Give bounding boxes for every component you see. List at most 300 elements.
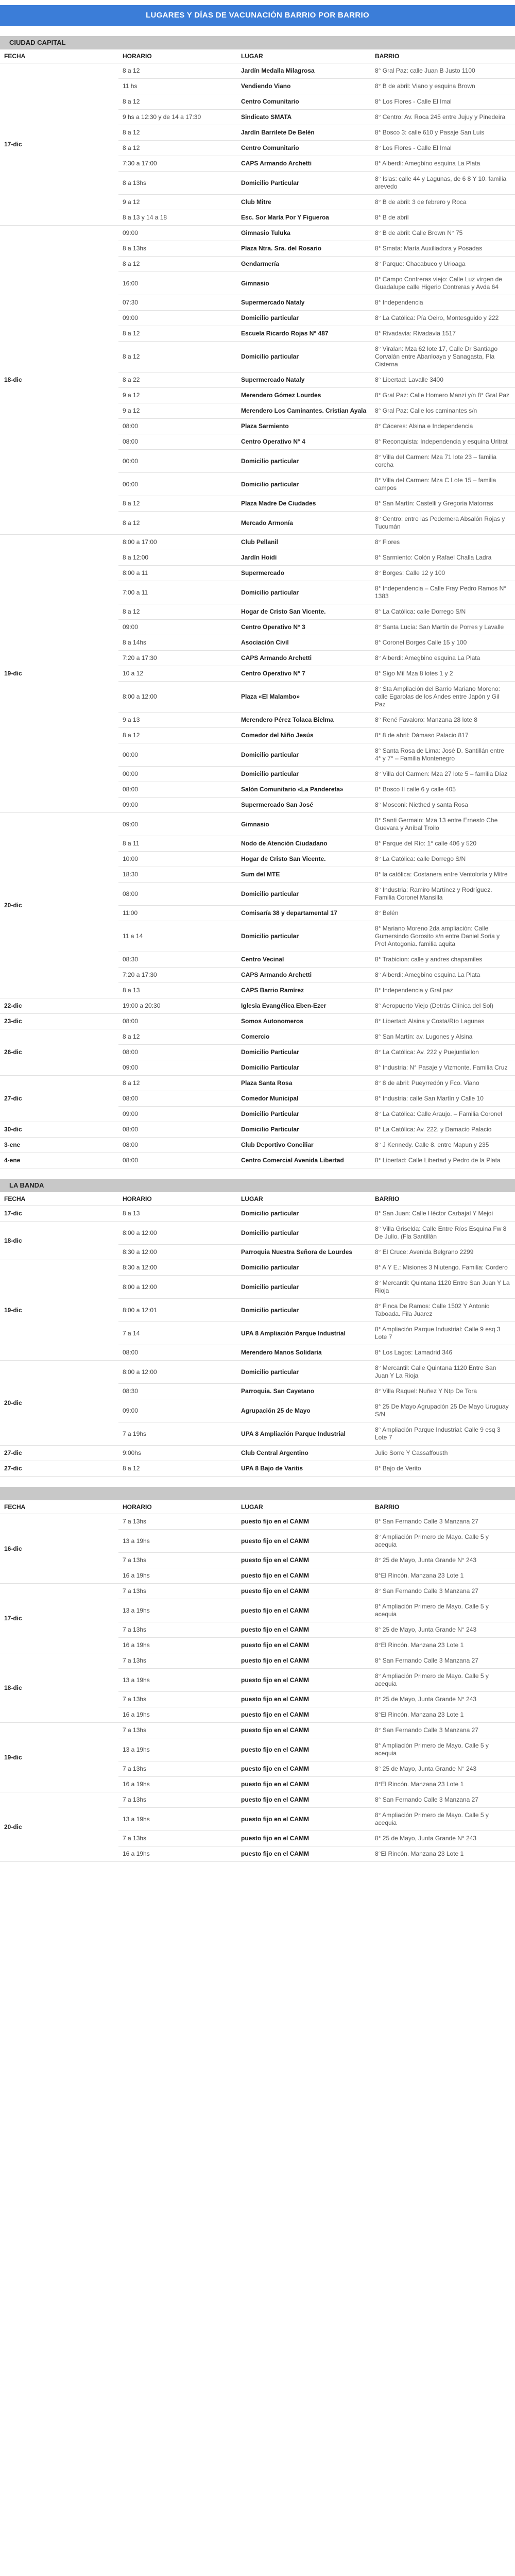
venue-name: Merendero Gómez Lourdes <box>237 388 371 403</box>
neighborhood-address: 8° René Favaloro: Manzana 28 lote 8 <box>371 713 515 728</box>
venue-name: Domicilio particular <box>237 473 371 496</box>
schedule-time: 8 a 12 <box>118 1461 237 1477</box>
venue-name: Plaza Madre De Ciudades <box>237 496 371 512</box>
schedule-time: 16 a 19hs <box>118 1777 237 1792</box>
neighborhood-address: 8° Parque: Chacabuco y Urioaga <box>371 257 515 272</box>
venue-name: Hogar de Cristo San Vicente. <box>237 852 371 867</box>
neighborhood-address: 8° Bosco 3: calle 610 y Pasaje San Luis <box>371 125 515 141</box>
venue-name: puesto fijo en el CAMM <box>237 1792 371 1808</box>
neighborhood-address: 8° Santi Germain: Mza 13 entre Ernesto Che Guevara y Aníbal Troilo <box>371 813 515 836</box>
neighborhood-address: 8° Sigo Mil Mza 8 lotes 1 y 2 <box>371 666 515 682</box>
venue-name: Domicilio particular <box>237 1206 371 1222</box>
schedule-time: 08:30 <box>118 1384 237 1399</box>
venue-name: Domicilio particular <box>237 1222 371 1245</box>
venue-name: Domicilio Particular <box>237 1045 371 1060</box>
neighborhood-address: 8° La Católica: Calle Araujo. – Familia Coronel <box>371 1107 515 1122</box>
venue-name: Club Central Argentino <box>237 1446 371 1461</box>
schedule-time: 10:00 <box>118 852 237 867</box>
neighborhood-address: 8° Los Lagos: Lamadrid 346 <box>371 1345 515 1361</box>
table-header-row <box>0 1192 515 1206</box>
venue-name: Merendero Los Caminantes. Cristian Ayala <box>237 403 371 419</box>
neighborhood-address: 8° 25 de Mayo, Junta Grande N° 243 <box>371 1622 515 1638</box>
venue-name: Nodo de Atención Ciudadano <box>237 836 371 852</box>
venue-name: CAPS Armando Archetti <box>237 156 371 172</box>
neighborhood-address: 8° Industria: Ramiro Martínez y Rodríguez. Familia Coronel Mansilla <box>371 883 515 906</box>
schedule-time: 08:00 <box>118 1122 237 1138</box>
table-header-row <box>0 49 515 63</box>
table-row <box>0 1584 515 1599</box>
date-cell: 19-dic <box>0 535 118 813</box>
neighborhood-address: 8° Mercantil: Quintana 1120 Entre San Juan Y La Rioja <box>371 1276 515 1299</box>
schedule-time: 09:00 <box>118 1399 237 1422</box>
neighborhood-address: 8° Cáceres: Alsina e Independencia <box>371 419 515 434</box>
venue-name: puesto fijo en el CAMM <box>237 1723 371 1738</box>
venue-name: CAPS Barrio Ramírez <box>237 983 371 998</box>
date-cell: 22-dic <box>0 998 118 1014</box>
venue-name: Parroquia Nuestra Señora de Lourdes <box>237 1245 371 1260</box>
schedule-time: 8:30 a 12:00 <box>118 1245 237 1260</box>
venue-name: Agrupación 25 de Mayo <box>237 1399 371 1422</box>
neighborhood-address: 8° Coronel Borges Calle 15 y 100 <box>371 635 515 651</box>
neighborhood-address: 8° San Juan: Calle Héctor Carbajal Y Mejoi <box>371 1206 515 1222</box>
schedule-time: 7 a 13hs <box>118 1514 237 1530</box>
venue-name: Salón Comunitario «La Pandereta» <box>237 782 371 798</box>
venue-name: Iglesia Evangélica Eben-Ezer <box>237 998 371 1014</box>
schedule-time: 8 a 12 <box>118 604 237 620</box>
section-0 <box>0 36 515 1168</box>
table-row <box>0 1153 515 1168</box>
schedule-time: 8 a 12 <box>118 326 237 342</box>
venue-name: Merendero Manos Solidaria <box>237 1345 371 1361</box>
venue-name: CAPS Armando Archetti <box>237 968 371 983</box>
schedule-time: 13 a 19hs <box>118 1530 237 1553</box>
venue-name: Domicilio Particular <box>237 1122 371 1138</box>
venue-name: Centro Comercial Avenida Libertad <box>237 1153 371 1168</box>
schedule-time: 8 a 12 <box>118 512 237 535</box>
schedule-time: 8:00 a 17:00 <box>118 535 237 550</box>
neighborhood-address: 8° Finca De Ramos: Calle 1502 Y Antonio Taboada. Fila Juarez <box>371 1299 515 1322</box>
neighborhood-address: 8° La Católica: calle Dorrego S/N <box>371 852 515 867</box>
column-header-fecha: FECHA <box>0 49 118 63</box>
schedule-time: 11 hs <box>118 79 237 94</box>
date-cell: 20-dic <box>0 1792 118 1862</box>
neighborhood-address: 8° San Fernando Calle 3 Manzana 27 <box>371 1792 515 1808</box>
venue-name: Gendarmería <box>237 257 371 272</box>
date-cell: 27-dic <box>0 1076 118 1122</box>
neighborhood-address: 8° Independencia <box>371 295 515 311</box>
venue-name: puesto fijo en el CAMM <box>237 1638 371 1653</box>
table-row <box>0 1029 515 1045</box>
venue-name: puesto fijo en el CAMM <box>237 1599 371 1622</box>
venue-name: puesto fijo en el CAMM <box>237 1669 371 1692</box>
neighborhood-address: 8° San Fernando Calle 3 Manzana 27 <box>371 1653 515 1669</box>
schedule-time: 8 a 13hs <box>118 241 237 257</box>
page-banner: LUGARES Y DÍAS DE VACUNACIÓN BARRIO POR BARRIO <box>0 5 515 26</box>
neighborhood-address: 8° Alberdi: Amegbino esquina La Plata <box>371 968 515 983</box>
venue-name: puesto fijo en el CAMM <box>237 1653 371 1669</box>
table-row <box>0 1361 515 1384</box>
schedule-table <box>0 1192 515 1477</box>
date-cell: 20-dic <box>0 1361 118 1446</box>
venue-name: Supermercado Nataly <box>237 372 371 388</box>
schedule-time: 09:00 <box>118 813 237 836</box>
schedule-time: 8 a 12 <box>118 728 237 743</box>
venue-name: Domicilio particular <box>237 1260 371 1276</box>
neighborhood-address: 8° Villa Griselda: Calle Entre Ríos Esquina Fw 8 De Julio. (Fla Santillán <box>371 1222 515 1245</box>
neighborhood-address: 8° Ampliación Primero de Mayo. Calle 5 y acequia <box>371 1669 515 1692</box>
table-row <box>0 1446 515 1461</box>
venue-name: Domicilio Particular <box>237 172 371 195</box>
neighborhood-address: 8° El Cruce: Avenida Belgrano 2299 <box>371 1245 515 1260</box>
schedule-time: 7 a 13hs <box>118 1553 237 1568</box>
venue-name: puesto fijo en el CAMM <box>237 1530 371 1553</box>
venue-name: puesto fijo en el CAMM <box>237 1622 371 1638</box>
schedule-time: 8:00 a 12:00 <box>118 1222 237 1245</box>
venue-name: puesto fijo en el CAMM <box>237 1707 371 1723</box>
venue-name: Domicilio Particular <box>237 1107 371 1122</box>
neighborhood-address: 8° Villa del Carmen: Mza 27 lote 5 – familia Díaz <box>371 767 515 782</box>
neighborhood-address: 8° La Católica: calle Dorrego S/N <box>371 604 515 620</box>
schedule-time: 8 a 12 <box>118 1076 237 1091</box>
neighborhood-address: 8° Centro: entre las Pedernera Absalón Rojas y Tucumán <box>371 512 515 535</box>
neighborhood-address: 8° B de abril: Viano y esquina Brown <box>371 79 515 94</box>
neighborhood-address: 8° A Y E.: Misiones 3 Niutengo. Familia: Cordero <box>371 1260 515 1276</box>
date-cell: 4-ene <box>0 1153 118 1168</box>
venue-name: Club Mitre <box>237 195 371 210</box>
neighborhood-address: 8° Ampliación Primero de Mayo. Calle 5 y acequia <box>371 1599 515 1622</box>
column-header-fecha: FECHA <box>0 1192 118 1206</box>
neighborhood-address: 8° Alberdi: Amegbino esquina La Plata <box>371 156 515 172</box>
column-header-fecha: FECHA <box>0 1500 118 1514</box>
venue-name: Domicilio particular <box>237 1361 371 1384</box>
section-2 <box>0 1487 515 1862</box>
schedule-time: 08:00 <box>118 1138 237 1153</box>
date-cell: 27-dic <box>0 1446 118 1461</box>
venue-name: Supermercado San José <box>237 798 371 813</box>
neighborhood-address: 8°El Rincón. Manzana 23 Lote 1 <box>371 1568 515 1584</box>
neighborhood-address: 8° Industria: N° Pasaje y Vizmonte. Familia Cruz <box>371 1060 515 1076</box>
schedule-time: 7:30 a 17:00 <box>118 156 237 172</box>
neighborhood-address: 8° San Martín: av. Lugones y Alsina <box>371 1029 515 1045</box>
schedule-time: 8:00 a 11 <box>118 566 237 581</box>
schedule-time: 08:00 <box>118 782 237 798</box>
schedule-time: 7 a 13hs <box>118 1692 237 1707</box>
venue-name: Centro Comunitario <box>237 141 371 156</box>
section-title <box>0 1487 515 1500</box>
schedule-time: 08:00 <box>118 883 237 906</box>
neighborhood-address: 8° 25 De Mayo Agrupación 25 De Mayo Uruguay S/N <box>371 1399 515 1422</box>
neighborhood-address: 8° Rivadavia: Rivadavia 1517 <box>371 326 515 342</box>
schedule-time: 16 a 19hs <box>118 1568 237 1584</box>
neighborhood-address: 8° Libertad: Alsina y Costa/Río Lagunas <box>371 1014 515 1029</box>
table-row <box>0 1653 515 1669</box>
neighborhood-address: 8° Campo Contreras viejo: Calle Luz virgen de Guadalupe calle Higerio Contreras y Avda 64 <box>371 272 515 295</box>
schedule-time: 8 a 12 <box>118 342 237 372</box>
table-row <box>0 1792 515 1808</box>
schedule-time: 08:00 <box>118 1345 237 1361</box>
neighborhood-address: 8° San Fernando Calle 3 Manzana 27 <box>371 1584 515 1599</box>
neighborhood-address: 8° San Martín: Castelli y Gregoria Matorras <box>371 496 515 512</box>
venue-name: Domicilio particular <box>237 743 371 767</box>
section-title: CIUDAD CAPITAL <box>0 36 515 49</box>
schedule-time: 8 a 13 <box>118 1206 237 1222</box>
schedule-time: 09:00 <box>118 226 237 241</box>
date-cell: 17-dic <box>0 63 118 226</box>
schedule-time: 8:30 a 12:00 <box>118 1260 237 1276</box>
date-cell: 26-dic <box>0 1029 118 1076</box>
table-row <box>0 63 515 79</box>
schedule-time: 08:30 <box>118 952 237 968</box>
schedule-time: 08:00 <box>118 1045 237 1060</box>
schedule-time: 16 a 19hs <box>118 1846 237 1862</box>
neighborhood-address: 8° Ampliación Parque Industrial: Calle 9 esq 3 Lote 7 <box>371 1422 515 1446</box>
venue-name: Esc. Sor María Por Y Figueroa <box>237 210 371 226</box>
schedule-time: 09:00 <box>118 1107 237 1122</box>
neighborhood-address: 8° Los Flores - Calle El Imal <box>371 141 515 156</box>
schedule-time: 8 a 12 <box>118 63 237 79</box>
neighborhood-address: 8°El Rincón. Manzana 23 Lote 1 <box>371 1707 515 1723</box>
venue-name: Plaza Santa Rosa <box>237 1076 371 1091</box>
schedule-time: 7 a 13hs <box>118 1723 237 1738</box>
date-cell: 19-dic <box>0 1260 118 1361</box>
venue-name: Somos Autonomeros <box>237 1014 371 1029</box>
venue-name: Comercio <box>237 1029 371 1045</box>
neighborhood-address: 8° Industria: calle San Martín y Calle 10 <box>371 1091 515 1107</box>
venue-name: Domicilio particular <box>237 450 371 473</box>
schedule-time: 7 a 13hs <box>118 1622 237 1638</box>
table-row <box>0 813 515 836</box>
schedule-time: 18:30 <box>118 867 237 883</box>
schedule-time: 08:00 <box>118 1014 237 1029</box>
neighborhood-address: 8° San Fernando Calle 3 Manzana 27 <box>371 1723 515 1738</box>
column-header-lugar: LUGAR <box>237 1500 371 1514</box>
column-header-barrio: BARRIO <box>371 1192 515 1206</box>
schedule-time: 7:20 a 17:30 <box>118 651 237 666</box>
neighborhood-address: 8° 25 de Mayo, Junta Grande N° 243 <box>371 1831 515 1846</box>
neighborhood-address: 8° Mariano Moreno 2da ampliación: Calle Gumersindo Gorosito s/n entre Daniel Soria y Prof Antogonia. familia aquita <box>371 921 515 952</box>
venue-name: Gimnasio Tuluka <box>237 226 371 241</box>
venue-name: puesto fijo en el CAMM <box>237 1553 371 1568</box>
neighborhood-address: 8° Libertad: Calle Libertad y Pedro de la Plata <box>371 1153 515 1168</box>
venue-name: Centro Comunitario <box>237 94 371 110</box>
venue-name: Domicilio particular <box>237 1276 371 1299</box>
schedule-time: 9:00hs <box>118 1446 237 1461</box>
neighborhood-address: 8° San Fernando Calle 3 Manzana 27 <box>371 1514 515 1530</box>
column-header-barrio: BARRIO <box>371 49 515 63</box>
venue-name: Sum del MTE <box>237 867 371 883</box>
neighborhood-address: 8°El Rincón. Manzana 23 Lote 1 <box>371 1777 515 1792</box>
schedule-time: 8 a 13 y 14 a 18 <box>118 210 237 226</box>
neighborhood-address: 8° Viralan: Mza 62 lote 17, Calle Dr Santiago Corvalán entre Abanloaya y Sanagasta, Pla Cisterna <box>371 342 515 372</box>
neighborhood-address: 8° Ampliación Primero de Mayo. Calle 5 y acequia <box>371 1530 515 1553</box>
schedule-time: 8 a 12 <box>118 125 237 141</box>
neighborhood-address: 8° La Católica: Pía Oeiro, Montesguido y 222 <box>371 311 515 326</box>
schedule-time: 10 a 12 <box>118 666 237 682</box>
venue-name: UPA 8 Bajo de Varitis <box>237 1461 371 1477</box>
schedule-time: 00:00 <box>118 767 237 782</box>
date-cell: 17-dic <box>0 1206 118 1222</box>
neighborhood-address: Julio Sorre Y Cassaffousth <box>371 1446 515 1461</box>
sections-container <box>0 36 515 1862</box>
table-row <box>0 226 515 241</box>
schedule-time: 7 a 14 <box>118 1322 237 1345</box>
schedule-time: 9 a 13 <box>118 713 237 728</box>
schedule-time: 9 a 12 <box>118 195 237 210</box>
table-row <box>0 1461 515 1477</box>
venue-name: Domicilio Particular <box>237 1060 371 1076</box>
venue-name: Hogar de Cristo San Vicente. <box>237 604 371 620</box>
venue-name: puesto fijo en el CAMM <box>237 1692 371 1707</box>
venue-name: Centro Operativo N° 7 <box>237 666 371 682</box>
venue-name: Supermercado Nataly <box>237 295 371 311</box>
venue-name: Asociación Civil <box>237 635 371 651</box>
date-cell: 20-dic <box>0 813 118 998</box>
venue-name: Escuela Ricardo Rojas N° 487 <box>237 326 371 342</box>
schedule-time: 7:20 a 17:30 <box>118 968 237 983</box>
neighborhood-address: 8° Mercantil: Calle Quintana 1120 Entre San Juan Y La Rioja <box>371 1361 515 1384</box>
venue-name: Jardín Medalla Milagrosa <box>237 63 371 79</box>
table-row <box>0 1076 515 1091</box>
schedule-time: 13 a 19hs <box>118 1599 237 1622</box>
neighborhood-address: 8° J Kennedy. Calle 8. entre Mapun y 235 <box>371 1138 515 1153</box>
neighborhood-address: 8° Borges: Calle 12 y 100 <box>371 566 515 581</box>
table-row <box>0 1122 515 1138</box>
venue-name: Centro Vecinal <box>237 952 371 968</box>
schedule-time: 8:00 a 12:00 <box>118 1361 237 1384</box>
neighborhood-address: 8° 8 de abril: Pueyrredón y Fco. Viano <box>371 1076 515 1091</box>
schedule-time: 08:00 <box>118 1091 237 1107</box>
neighborhood-address: 8° B de abril: Calle Brown N° 75 <box>371 226 515 241</box>
column-header-horario: HORARIO <box>118 1192 237 1206</box>
schedule-time: 8 a 12 <box>118 141 237 156</box>
venue-name: UPA 8 Ampliación Parque Industrial <box>237 1322 371 1345</box>
date-cell: 19-dic <box>0 1723 118 1792</box>
schedule-time: 09:00 <box>118 311 237 326</box>
venue-name: Comedor Municipal <box>237 1091 371 1107</box>
neighborhood-address: 8° Aeropuerto Viejo (Detrás Clínica del Sol) <box>371 998 515 1014</box>
venue-name: Domicilio particular <box>237 342 371 372</box>
schedule-time: 7 a 13hs <box>118 1792 237 1808</box>
neighborhood-address: 8° 25 de Mayo, Junta Grande N° 243 <box>371 1692 515 1707</box>
schedule-time: 08:00 <box>118 1153 237 1168</box>
schedule-time: 8 a 12 <box>118 496 237 512</box>
venue-name: Sindicato SMATA <box>237 110 371 125</box>
neighborhood-address: 8° Los Flores - Calle El Imal <box>371 94 515 110</box>
schedule-table <box>0 49 515 1168</box>
neighborhood-address: 8° Sta Ampliación del Barrio Mariano Moreno: calle Egarolas de los Andes entre Japón y Gil Paz <box>371 682 515 713</box>
neighborhood-address: 8° Centro: Av. Roca 245 entre Jujuy y Pinedeira <box>371 110 515 125</box>
schedule-time: 09:00 <box>118 620 237 635</box>
table-row <box>0 1514 515 1530</box>
section-1 <box>0 1179 515 1477</box>
schedule-time: 8 a 12 <box>118 1029 237 1045</box>
neighborhood-address: 8° Mosconi: Niethed y santa Rosa <box>371 798 515 813</box>
neighborhood-address: 8° Smata: María Auxiliadora y Posadas <box>371 241 515 257</box>
schedule-time: 8 a 12 <box>118 257 237 272</box>
table-row <box>0 1014 515 1029</box>
schedule-time: 7 a 13hs <box>118 1831 237 1846</box>
venue-name: CAPS Armando Archetti <box>237 651 371 666</box>
neighborhood-address: 8° Independencia y Gral paz <box>371 983 515 998</box>
schedule-time: 16:00 <box>118 272 237 295</box>
neighborhood-address: 8° Gral Paz: Calle los caminantes s/n <box>371 403 515 419</box>
table-header-row <box>0 1500 515 1514</box>
neighborhood-address: 8° Santa Lucía: San Martín de Porres y Lavalle <box>371 620 515 635</box>
venue-name: Club Deportivo Conciliar <box>237 1138 371 1153</box>
venue-name: Plaza Ntra. Sra. del Rosario <box>237 241 371 257</box>
neighborhood-address: 8° Belén <box>371 906 515 921</box>
neighborhood-address: 8° Libertad: Lavalle 3400 <box>371 372 515 388</box>
schedule-time: 8 a 22 <box>118 372 237 388</box>
schedule-time: 7:00 a 11 <box>118 581 237 604</box>
venue-name: Merendero Pérez Tolaca Bielma <box>237 713 371 728</box>
date-cell: 18-dic <box>0 1653 118 1723</box>
section-title: LA BANDA <box>0 1179 515 1192</box>
neighborhood-address: 8° Bajo de Verito <box>371 1461 515 1477</box>
schedule-time: 8 a 11 <box>118 836 237 852</box>
schedule-time: 13 a 19hs <box>118 1738 237 1761</box>
neighborhood-address: 8° la católica: Costanera entre Ventoloría y Mitre <box>371 867 515 883</box>
schedule-time: 09:00 <box>118 1060 237 1076</box>
schedule-time: 00:00 <box>118 743 237 767</box>
schedule-time: 11:00 <box>118 906 237 921</box>
date-cell: 17-dic <box>0 1584 118 1653</box>
venue-name: Plaza «El Malambo» <box>237 682 371 713</box>
neighborhood-address: 8° 25 de Mayo, Junta Grande N° 243 <box>371 1761 515 1777</box>
neighborhood-address: 8° Parque del Río: 1° calle 406 y 520 <box>371 836 515 852</box>
neighborhood-address: 8° La Católica: Av. 222. y Damacio Palacio <box>371 1122 515 1138</box>
date-cell: 18-dic <box>0 226 118 535</box>
column-header-horario: HORARIO <box>118 1500 237 1514</box>
schedule-time: 16 a 19hs <box>118 1638 237 1653</box>
neighborhood-address: 8°El Rincón. Manzana 23 Lote 1 <box>371 1638 515 1653</box>
neighborhood-address: 8° Independencia – Calle Fray Pedro Ramos N° 1383 <box>371 581 515 604</box>
venue-name: Jardín Barrilete De Belén <box>237 125 371 141</box>
venue-name: Domicilio particular <box>237 883 371 906</box>
schedule-time: 8:00 a 12:00 <box>118 1276 237 1299</box>
neighborhood-address: 8° Villa del Carmen: Mza 71 lote 23 – familia corcha <box>371 450 515 473</box>
venue-name: puesto fijo en el CAMM <box>237 1514 371 1530</box>
venue-name: Centro Operativo N° 4 <box>237 434 371 450</box>
venue-name: Domicilio particular <box>237 311 371 326</box>
neighborhood-address: 8° Gral Paz: calle Juan B Justo 1100 <box>371 63 515 79</box>
venue-name: Gimnasio <box>237 813 371 836</box>
schedule-time: 7 a 13hs <box>118 1761 237 1777</box>
date-cell: 30-dic <box>0 1122 118 1138</box>
schedule-time: 8 a 13hs <box>118 172 237 195</box>
neighborhood-address: 8° Trabicion: calle y andres chapamiles <box>371 952 515 968</box>
schedule-table <box>0 1500 515 1862</box>
venue-name: Supermercado <box>237 566 371 581</box>
table-row <box>0 998 515 1014</box>
venue-name: Jardín Hoidi <box>237 550 371 566</box>
page <box>0 5 515 1862</box>
table-row <box>0 1260 515 1276</box>
column-header-horario: HORARIO <box>118 49 237 63</box>
venue-name: puesto fijo en el CAMM <box>237 1738 371 1761</box>
venue-name: Domicilio particular <box>237 1299 371 1322</box>
neighborhood-address: 8° La Católica: Av. 222 y Puejuntiallon <box>371 1045 515 1060</box>
column-header-lugar: LUGAR <box>237 1192 371 1206</box>
venue-name: puesto fijo en el CAMM <box>237 1831 371 1846</box>
schedule-time: 8 a 13 <box>118 983 237 998</box>
schedule-time: 13 a 19hs <box>118 1669 237 1692</box>
venue-name: Parroquia. San Cayetano <box>237 1384 371 1399</box>
venue-name: Domicilio particular <box>237 921 371 952</box>
schedule-time: 8:00 a 12:01 <box>118 1299 237 1322</box>
schedule-time: 08:00 <box>118 434 237 450</box>
neighborhood-address: 8° Ampliación Primero de Mayo. Calle 5 y acequia <box>371 1808 515 1831</box>
